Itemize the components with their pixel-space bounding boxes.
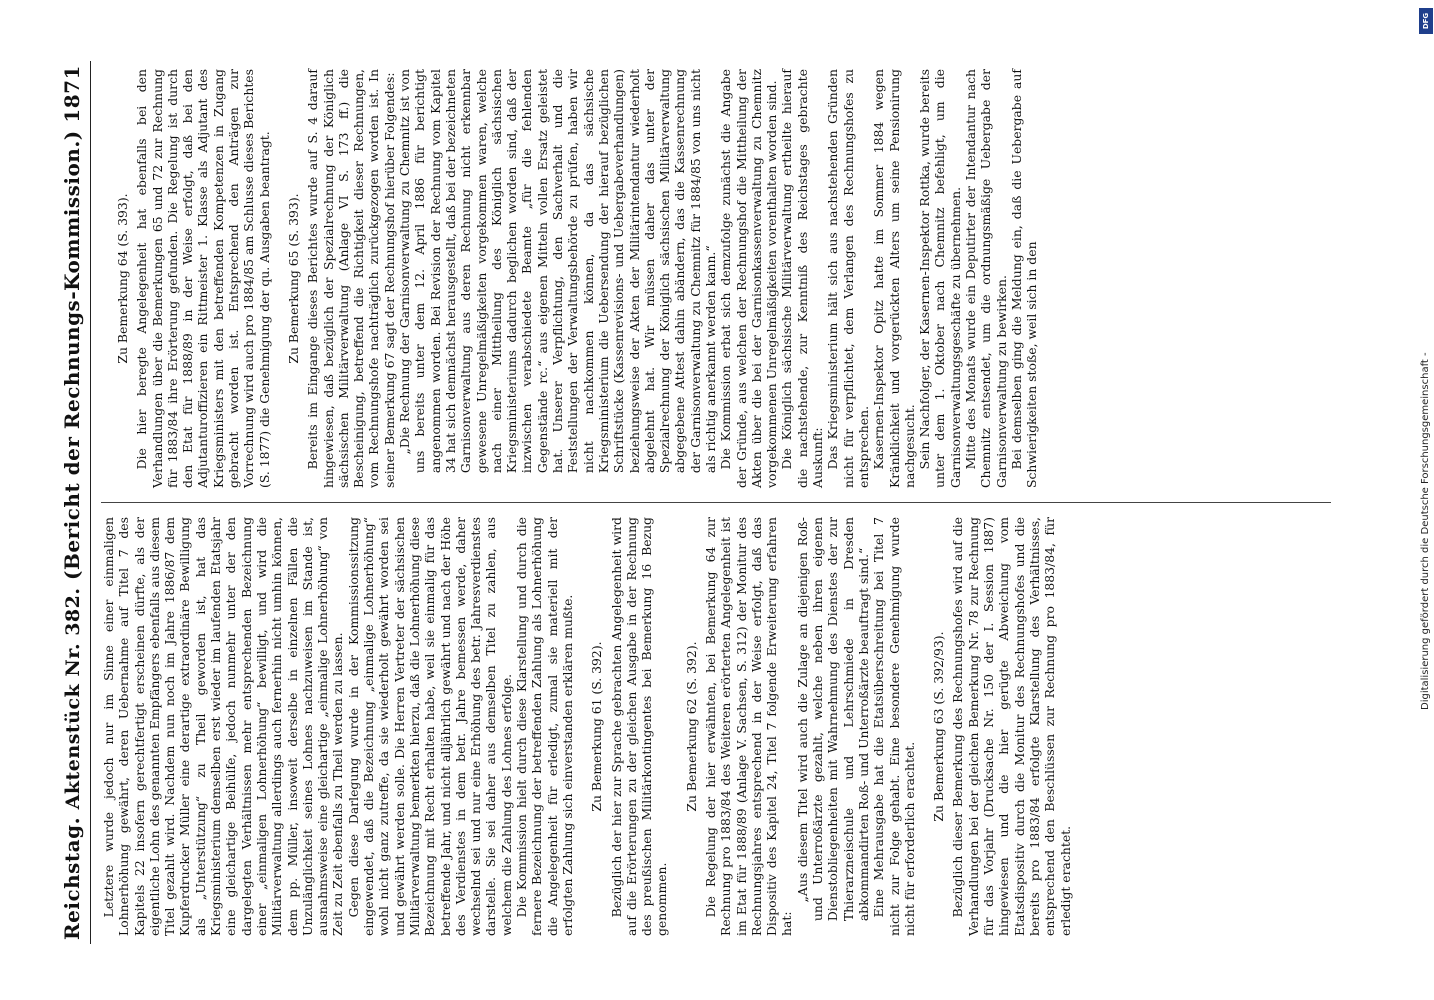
section-heading: Zu Bemerkung 62 (S. 392). bbox=[683, 641, 699, 812]
paragraph: Die Kommission erbat sich demzufolge zunächst die Angabe der Gründe, aus welchen der Rechnungshof die Mittheilung der Akten über die bei der Garnisonkassenverwaltung zu Chemnitz vorgekommenen Unregelmäßigkeiten vorenthalten worden sind. bbox=[718, 69, 780, 488]
header-rule bbox=[90, 61, 91, 944]
quoted-paragraph: „Die Rechnung der Garnisonverwaltung zu Chemnitz ist von uns bereits unter dem 12. April 1886 für berichtigt angenommen worden. Bei Revision der Rechnung vom Kapitel 34 hat sich demnächst herausgestellt, daß bei der bezeichneten Garnisonverwaltung aus deren Rechnung nicht erkennbar gewesene Unregelmäßigkeiten vorgekommen waren, welche nach einer Mittheilung des Königlich sächsischen Kriegsministeriums dadurch beglichen worden sind, daß der inzwischen verabschiedete Beamte „für die fehlenden Gegenstände rc.“ aus eigenen Mitteln vollen Ersatz geleistet hat. Unserer Verpflichtung, den Sachverhalt und die Feststellungen der Verwaltungsbehörde zu prüfen, haben wir nicht nachkommen können, da das sächsische Kriegsministerium die Uebersendung der hierauf bezüglichen Schriftstücke (Kassenrevisions- und Uebergabeverhandlungen) beziehungsweise der Akten der Militärintendantur wiederholt abgelehnt hat. Wir müssen daher das unter der Spezialrechnung der Königlich sächsischen Militärverwaltung abgegebene Attest dahin abändern, das die Kassenrechnung der Garnisonverwaltung zu Chemnitz für 1884/85 von uns nicht als richtig anerkannt werden kann.“ bbox=[397, 69, 718, 474]
section-heading: Zu Bemerkung 65 (S. 393). bbox=[285, 193, 301, 364]
page-header bbox=[60, 55, 90, 950]
paragraph: Bezüglich dieser Bemerkung des Rechnungshofes wird auf die Verhandlungen bei der gleichen Bemerkung Nr. 78 zur Rechnung für das Vorjahr (Drucksache Nr. 150 der I. Session 1887) hingewiesen und die hier gerügte Abweichung vom Etatsdispositiv durch die Monitur des Rechnungshofes und die bereits pro 1883/84 erfolgte Klarstellung des Verhältnisses, entsprechend den Beschlüssen zur Rechnung pro 1883/84, für erledigt erachtet. bbox=[950, 517, 1073, 936]
quoted-paragraph: „Aus diesem Titel wird auch die Zulage an diejenigen Roß- und Unterroßärzte gezahlt, welche neben ihren eigenen Dienstobliegenheiten mit Wahrnehmung des Dienstes der zur Thierarzneischule und Lehrschmiede in Dresden abkommandirten Roß- und Unterroßärzte beauftragt sind.“ bbox=[794, 517, 871, 922]
header-left: Reichstag. bbox=[60, 816, 84, 940]
paragraph: Gegen diese Darlegung wurde in der Kommissionssitzung eingewendet, daß die Bezeichnung „einmalige Lohnerhöhung“ wohl nicht ganz zutreffe, da sie wiederholt gewährt worden sei und gewährt werden solle. Die Herren Vertreter der sächsischen Militärverwaltung bemerkten hierzu, daß die Lohnerhöhung diese Bezeichnung mit Recht erhalten habe, weil sie einmalig für das betreffende Jahr, und nicht alljährlich gewährt und nach der Höhe des Verdienstes in dem betr. Jahre bemessen werde, daher wechselnd sei und nur eine Erhöhung des betr. Jahresverdienstes darstelle. Sie sei daher aus demselben Titel zu zahlen, aus welchem die Zahlung des Lohnes erfolge. bbox=[345, 517, 514, 936]
paragraph: Letztere wurde jedoch nur im Sinne einer einmaligen Lohnerhöhung gewährt, deren Uebernahme auf Titel 7 des Kapitels 22 insofern gerechtfertigt erscheinen dürfte, als der eigentliche Lohn des genannten Empfängers ebenfalls aus diesem Titel gezahlt wird. Nachdem nun noch im Jahre 1886/87 dem Kupferdrucker Müller eine derartige extraordinäre Bewilligung als „Unterstützung“ zu Theil geworden ist, hat das Kriegsministerium demselben erst wieder im laufenden Etatsjahr eine gleichartige Beihülfe, jedoch nunmehr unter der den dargelegten Verhältnissen mehr entsprechenden Bezeichnung einer „einmaligen Lohnerhöhung“ bewilligt, und wird die Militärverwaltung allerdings auch fernerhin nicht umhin können, dem pp. Müller, insoweit derselbe in einzelnen Fällen die Unzulänglichkeit seines Lohnes nachzuweisen im Stande ist, ausnahmsweise eine gleichartige „einmalige Lohnerhöhung“ von Zeit zu Zeit ebenfalls zu Theil werden zu lassen. bbox=[101, 517, 346, 936]
paragraph: Die Kommission hielt durch diese Klarstellung und durch die fernere Bezeichnung der betreffenden Zahlung als Lohnerhöhung die Angelegenheit für erledigt, zumal sie materiell mit der erfolgten Zahlung sich einverstanden erklären mußte. bbox=[514, 517, 575, 936]
paragraph: Sein Nachfolger, der Kasernen-Inspektor Rottka, wurde bereits unter dem 1. Oktober nach Chemnitz befehligt, um die Garnisonverwaltungsgeschäfte zu übernehmen. bbox=[917, 69, 963, 488]
section-heading: Zu Bemerkung 64 (S. 393). bbox=[115, 193, 130, 364]
dfg-logo bbox=[1419, 8, 1433, 34]
dfg-logo-text: DFG bbox=[1422, 12, 1430, 30]
paragraph: Bei demselben ging die Meldung ein, daß die Uebergabe auf Schwierigkeiten stoße, weil sich in den bbox=[1008, 69, 1040, 488]
section-heading: Zu Bemerkung 61 (S. 392). bbox=[589, 641, 605, 812]
section-heading: Zu Bemerkung 63 (S. 392/93). bbox=[931, 631, 947, 822]
funding-credit: Digitalisierung gefördert durch die Deutsche Forschungsgemeinschaft - bbox=[1420, 352, 1431, 710]
paragraph: Bereits im Eingange dieses Berichtes wurde auf S. 4 darauf hingewiesen, daß bezüglich der Spezialrechnung der Königlich sächsischen Militärverwaltung (Anlage VI S. 173 ff.) die Bescheinigung, betreffend die Richtigkeit dieser Rechnungen, vom Rechnungshofe nachträglich zurückgezogen worden ist. In seiner Bemerkung 67 sagt der Rechnungshof hierüber Folgendes: bbox=[305, 69, 397, 488]
paragraph: Die Königlich sächsische Militärverwaltung ertheilte hierauf die nachstehende, zur Kenntniß des Reichstages gebrachte Auskunft: bbox=[779, 69, 826, 488]
digitization-sidebar bbox=[1418, 0, 1434, 1000]
paragraph: Die Regelung der hier erwähnten, bei Bemerkung 64 zur Rechnung pro 1883/84 des Weiteren erörterten Angelegenheit ist im Etat für 1888/89 (Anlage V. Sachsen, S. 312) der Monitur des Rechnungsjahres entsprechend in der Weise erfolgt, daß das Dispositiv des Kapitel 24, Titel 7 folgende Erweiterung erfahren hat: bbox=[702, 517, 795, 936]
paragraph: Mitte des Monats wurde ein Deputirter der Intendantur nach Chemnitz entsendet, um die ordnungsmäßige Uebergabe der Garnisonverwaltung zu bewirken. bbox=[963, 69, 1009, 488]
paragraph: Bezüglich der hier zur Sprache gebrachten Angelegenheit wird auf die Erörterungen zu der gleichen Ausgabe in der Rechnung des preußischen Militärkontingentes bei Bemerkung 16 Bezug genommen. bbox=[608, 517, 670, 936]
header-report-title: (Bericht der Rechnungs-Kommission.) bbox=[60, 130, 84, 580]
paragraph: Die hier beregte Angelegenheit hat ebenfalls bei den Verhandlungen über die Bemerkungen 65 und 72 zur Rechnung für 1883/84 ihre Erörterung gefunden. Die Regelung ist durch den Etat für 1888/89 in der Weise erfolgt, daß bei den Adjutanturoffizieren ein Rittmeister 1. Klasse als Adjutant des Kriegsministers mit den betreffenden Kompetenzen in Zugang gebracht worden ist. Entsprechend den Anträgen zur Vorrechnung wird auch pro 1884/85 am Schlusse dieses Berichtes (S. 1877) die Genehmigung der qu. Ausgaben beantragt. bbox=[134, 69, 272, 488]
header-document-number: Aktenstück Nr. 382. bbox=[62, 587, 84, 810]
paragraph: Kasernen-Inspektor Opitz hatte im Sommer 1884 wegen Kränklichkeit und vorgerückten Alters um seine Pensionirung nachgesucht. bbox=[871, 69, 917, 488]
paragraph: Das Kriegsministerium hält sich aus nachstehenden Gründen nicht für verpflichtet, dem Verlangen des Rechnungshofes zu entsprechen. bbox=[825, 69, 871, 488]
paragraph: Eine Mehrausgabe hat die Etatsüberschreitung bei Titel 7 nicht zur Folge gehabt. Eine besondere Genehmigung wurde nicht für erforderlich erachtet. bbox=[871, 517, 917, 936]
text-columns bbox=[101, 55, 1331, 950]
text-column-right bbox=[101, 55, 1331, 503]
page-number: 1871 bbox=[60, 65, 84, 123]
text-column-left bbox=[101, 503, 1331, 950]
